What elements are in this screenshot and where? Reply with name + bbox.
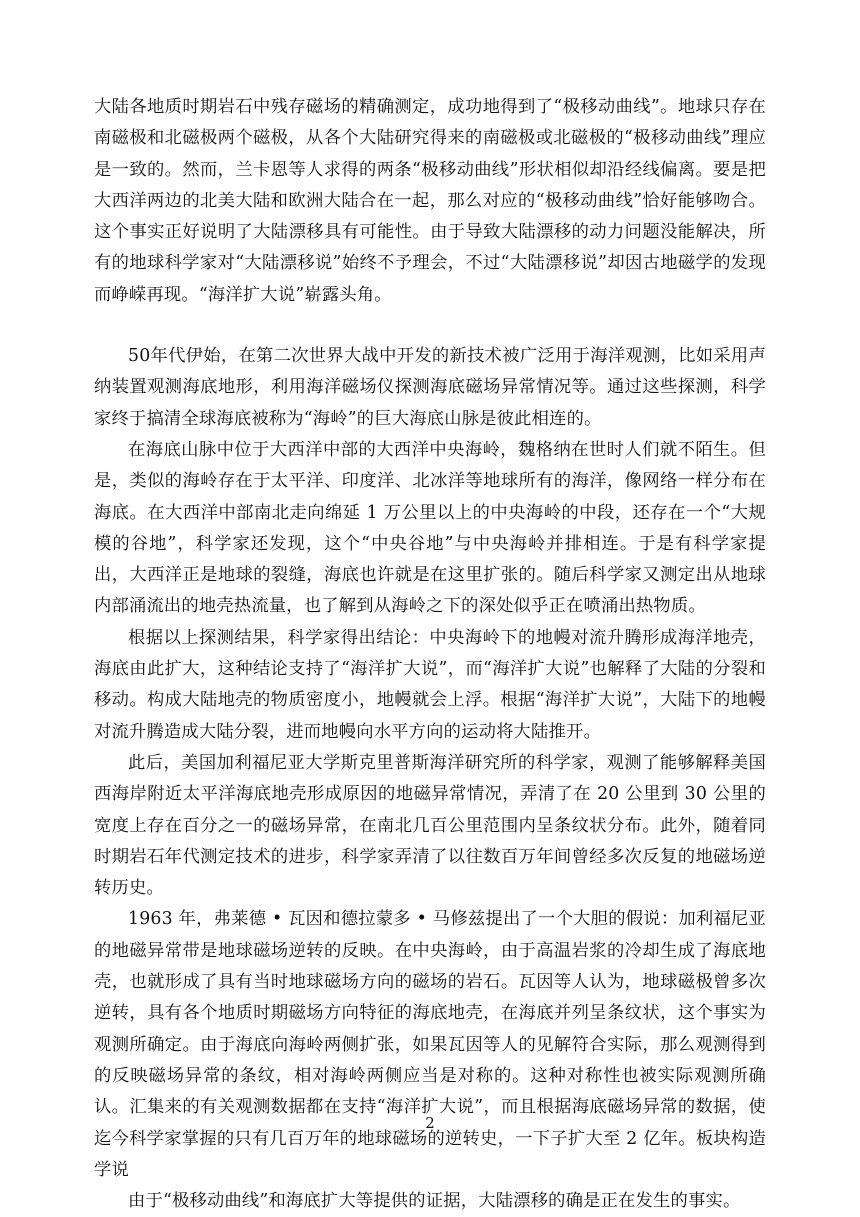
paragraph-paleomagnetism: 大陆各地质时期岩石中残存磁场的精确测定，成功地得到了“极移动曲线”。地球只存在南磁极和北磁极两个磁极，从各个大陆研究得来的南磁极或北磁极的“极移动曲线”理应是一致的。然而，兰卡恩等人求得的两条“极移动曲线”形状相似却沿经线偏离。要是把大西洋两边的北美大陆和欧洲大陆合在一起，那么对应的“极移动曲线”恰好能够吻合。这个事实正好说明了大陆漂移具有可能性。由于导致大陆漂移的动力问题没能解决，所有的地球科学家对“大陆漂移说”始终不予理会，不过“大陆漂移说”却因古地磁学的发现而峥嵘再现。“海洋扩大说”崭露头角。: [94, 97, 766, 305]
paragraph-ocean-observation: 50年代伊始，在第二次世界大战中开发的新技术被广泛用于海洋观测，比如采用声纳装置观测海底地形，利用海洋磁场仪探测海底磁场异常情况等。通过这些探测，科学家终于搞清全球海底被称为“海岭”的巨大海底山脉是彼此相连的。: [94, 346, 766, 429]
page-number: 2: [425, 1114, 435, 1132]
paragraph-conclusion: 由于“极移动曲线”和海底扩大等提供的证据，大陆漂移的确是正在发生的事实。: [128, 1191, 741, 1212]
document-body: [94, 92, 766, 1217]
paragraph-mantle-convection: 根据以上探测结果，科学家得出结论：中央海岭下的地幔对流升腾形成海洋地壳，海底由此扩大，这种结论支持了“海洋扩大说”，而“海洋扩大说”也解释了大陆的分裂和移动。构成大陆地壳的物质密度小，地幔就会上浮。根据“海洋扩大说”，大陆下的地幔对流升腾造成大陆分裂，进而地幔向水平方向的运动将大陆推开。: [94, 627, 766, 742]
paragraph-vine-matthews-hypothesis: 1963 年，弗莱德 • 瓦因和德拉蒙多 • 马修兹提出了一个大胆的假说：加利福尼亚的地磁异常带是地球磁场逆转的反映。在中央海岭，由于高温岩浆的冷却生成了海底地壳，也就形成了具有当时地球磁场方向的磁场的岩石。瓦因等人认为，地球磁极曾多次逆转，具有各个地质时期磁场方向特征的海底地壳，在海底并列呈条纹状，这个事实为观测所确定。由于海底向海岭两侧扩张，如果瓦因等人的见解符合实际，那么观测得到的反映磁场异常的条纹，相对海岭两侧应当是对称的。这种对称性也被实际观测所确认。汇集来的有关观测数据都在支持“海洋扩大说”，而且根据海底磁场异常的数据，使迄今科学家掌握的只有几百万年的地球磁场的逆转史，一下子扩大至 2 亿年。板块构造学说: [94, 909, 766, 1180]
paragraph-gap: [94, 311, 766, 341]
paragraph-mid-atlantic-ridge: 在海底山脉中位于大西洋中部的大西洋中央海岭，魏格纳在世时人们就不陌生。但是，类似的海岭存在于太平洋、印度洋、北冰洋等地球所有的海洋，像网络一样分布在海底。在大西洋中部南北走向绵延 1 万公里以上的中央海岭的中段，还存在一个“大规模的谷地”，科学家还发现，这个“中央谷地”与中央海岭并排相连。于是有科学家提出，大西洋正是地球的裂缝，海底也许就是在这里扩张的。随后科学家又测定出从地球内部涌流出的地壳热流量，也了解到从海岭之下的深处似乎正在喷涌出热物质。: [94, 439, 766, 617]
paragraph-magnetic-anomaly: 此后，美国加利福尼亚大学斯克里普斯海洋研究所的科学家，观测了能够解释美国西海岸附近太平洋海底地壳形成原因的地磁异常情况，弄清了在 20 公里到 30 公里的宽度上存在百分之一的磁场异常，在南北几百公里范围内呈条纹状分布。此外，随着同时期岩石年代测定技术的进步，科学家弄清了以往数百万年间曾经多次反复的地磁场逆转历史。: [94, 752, 766, 899]
